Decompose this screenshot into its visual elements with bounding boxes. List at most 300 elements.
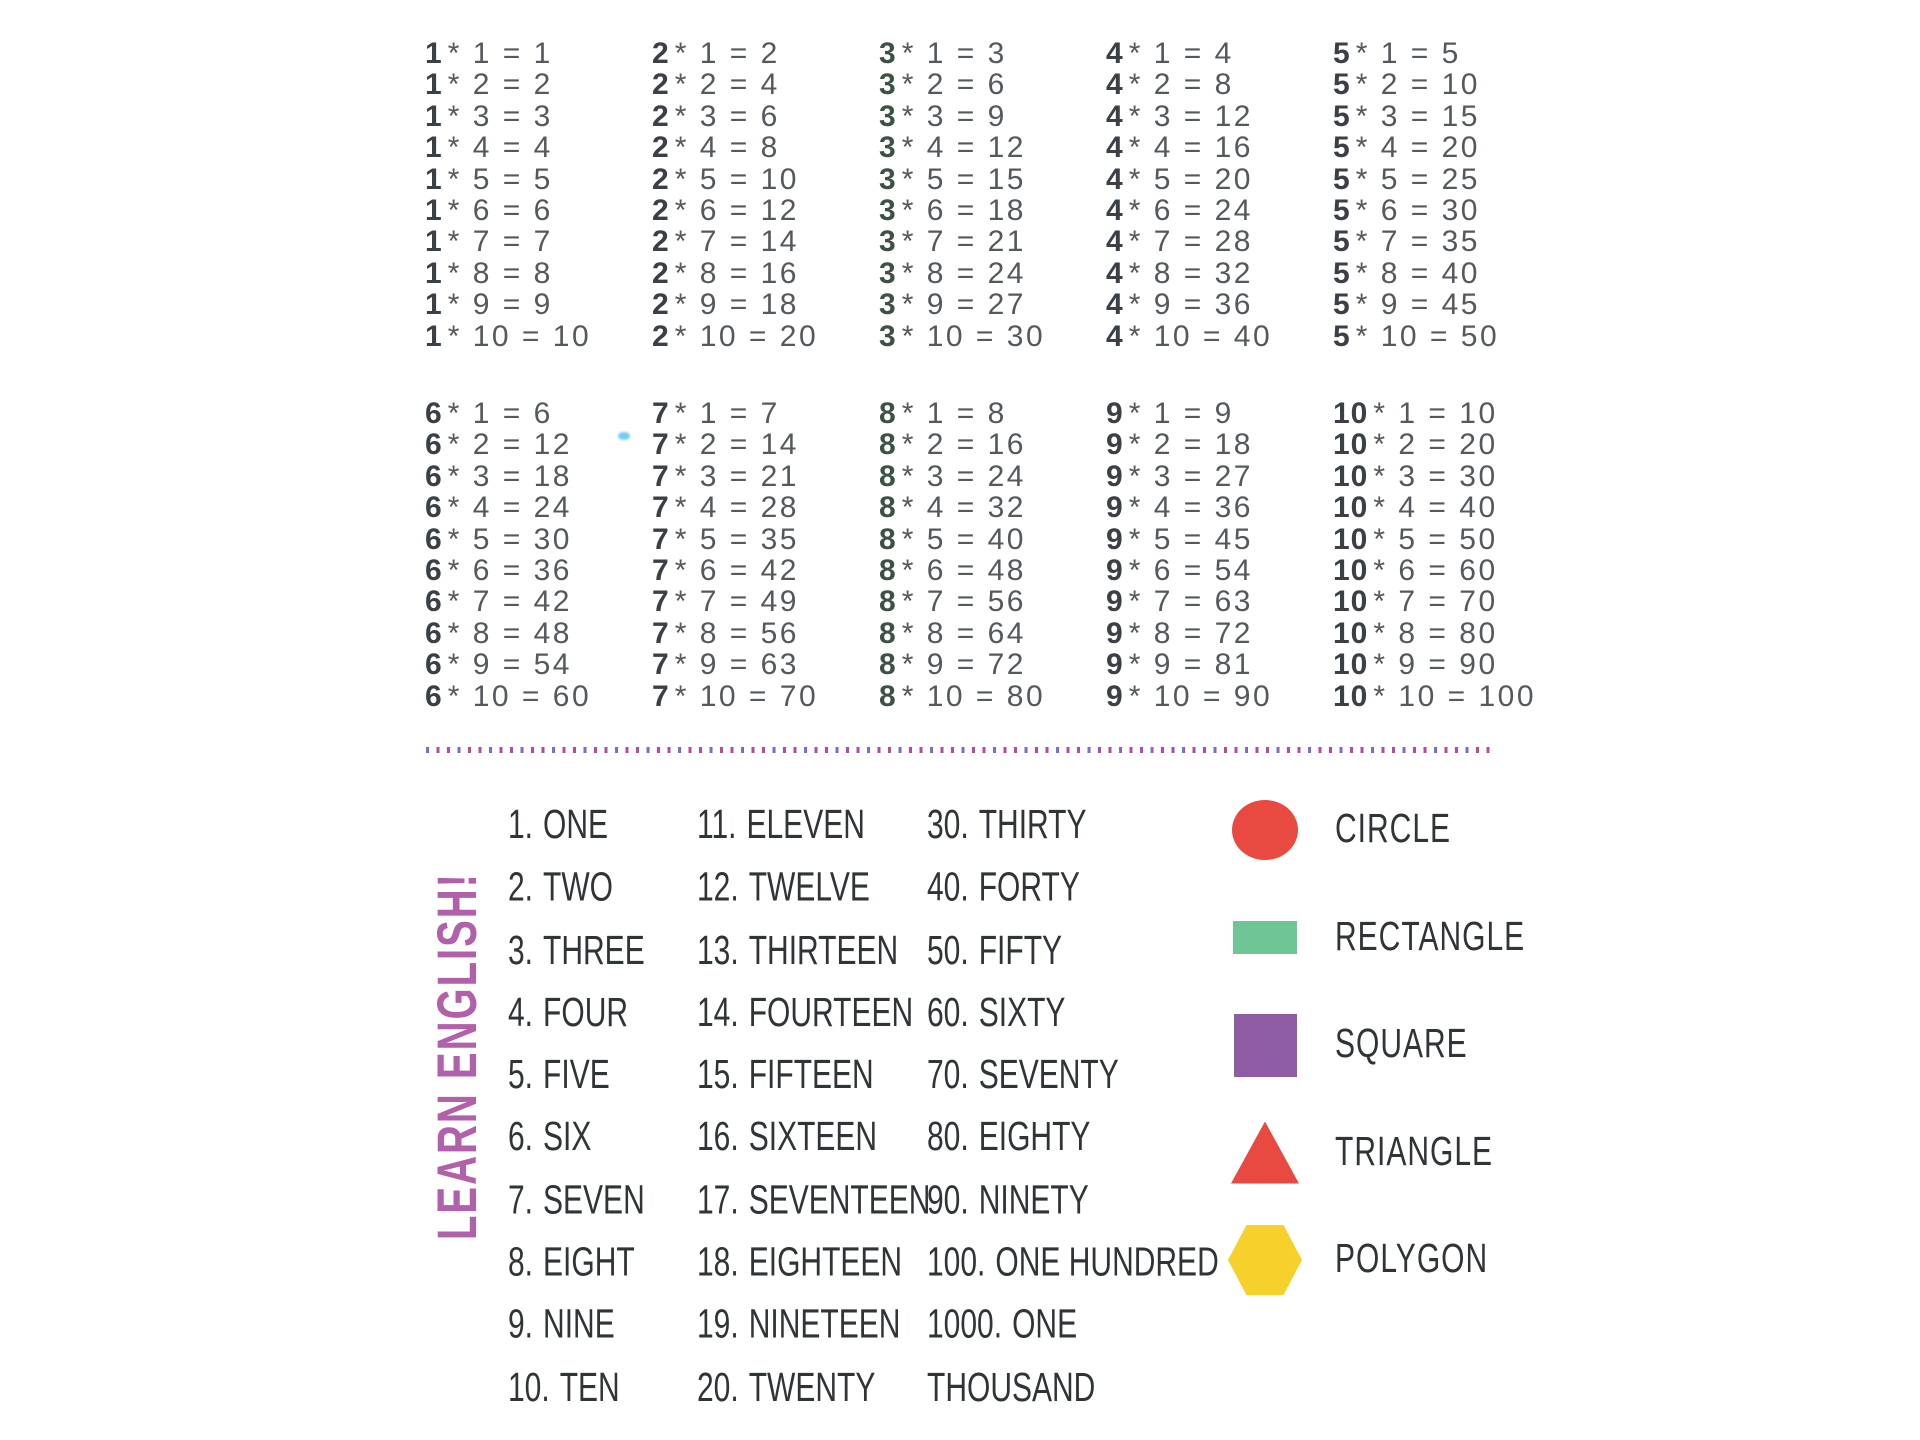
equation-body: * 5 = 40 xyxy=(901,522,1026,556)
equation-body: * 3 = 3 xyxy=(447,99,553,133)
equation-body: * 10 = 80 xyxy=(901,679,1046,713)
equation-lead-number: 9 xyxy=(1106,459,1124,493)
equation-body: * 9 = 63 xyxy=(674,648,799,682)
number-word-item xyxy=(508,1295,693,1358)
number-word-item xyxy=(508,1358,693,1421)
equation xyxy=(652,649,879,680)
equation-lead-number: 2 xyxy=(652,225,670,259)
item-word: THIRTY xyxy=(978,803,1087,848)
equation xyxy=(879,524,1106,555)
equation xyxy=(1333,649,1560,680)
equation-body: * 5 = 25 xyxy=(1355,162,1480,196)
equation xyxy=(425,38,652,69)
equation xyxy=(1106,681,1333,712)
equation xyxy=(879,461,1106,492)
equation-lead-number: 4 xyxy=(1106,162,1124,196)
equation-lead-number: 6 xyxy=(425,491,443,525)
shape-row-rectangle xyxy=(1228,902,1525,974)
item-number: 13. xyxy=(697,928,739,973)
equation-lead-number: 9 xyxy=(1106,554,1124,588)
item-word: EIGHTEEN xyxy=(748,1240,903,1286)
equation-body: * 1 = 7 xyxy=(674,397,780,430)
item-number: 15. xyxy=(697,1053,739,1098)
equation xyxy=(652,429,879,460)
equation-lead-number: 9 xyxy=(1106,648,1124,682)
equation-body: * 4 = 16 xyxy=(1128,131,1253,165)
equation-body: * 10 = 60 xyxy=(447,679,592,713)
number-word-item xyxy=(697,1295,925,1358)
equation-body: * 8 = 32 xyxy=(1128,256,1253,290)
equation xyxy=(1333,38,1560,69)
item-number: 10. xyxy=(508,1365,550,1411)
equation xyxy=(652,398,879,429)
equation-lead-number: 6 xyxy=(425,397,443,430)
item-number: 70. xyxy=(927,1053,969,1098)
circle-swatch xyxy=(1228,800,1302,860)
equation-lead-number: 5 xyxy=(1333,162,1351,196)
equation-lead-number: 3 xyxy=(879,131,897,165)
equation-body: * 7 = 35 xyxy=(1355,225,1480,259)
equation-lead-number: 1 xyxy=(425,99,443,133)
item-word: THOUSAND xyxy=(927,1365,1096,1411)
equation-body: * 9 = 9 xyxy=(447,288,553,322)
equation-body: * 4 = 8 xyxy=(674,131,780,165)
equation xyxy=(879,164,1106,195)
equation-body: * 9 = 90 xyxy=(1373,648,1498,682)
equation xyxy=(425,649,652,680)
equation xyxy=(652,226,879,257)
times-table-10 xyxy=(1333,398,1560,712)
number-word-item xyxy=(927,1358,1232,1421)
shape-label: TRIANGLE xyxy=(1335,1129,1494,1175)
equation-lead-number: 7 xyxy=(652,491,670,525)
equation-lead-number: 3 xyxy=(879,225,897,259)
item-word: FORTY xyxy=(978,865,1080,911)
equation xyxy=(1333,69,1560,100)
equation-lead-number: 2 xyxy=(652,194,670,228)
number-word-item xyxy=(697,983,925,1046)
equation xyxy=(1333,492,1560,523)
equation xyxy=(425,164,652,195)
equation-lead-number: 3 xyxy=(879,194,897,228)
equation xyxy=(425,555,652,586)
numbers-list-1-10 xyxy=(508,795,693,1420)
equation-lead-number: 6 xyxy=(425,585,443,619)
equation xyxy=(879,101,1106,132)
equation xyxy=(1333,289,1560,320)
equation-lead-number: 3 xyxy=(879,37,897,70)
item-word: SEVEN xyxy=(543,1178,645,1223)
equation-body: * 10 = 10 xyxy=(447,319,592,353)
equation-body: * 5 = 5 xyxy=(447,162,553,196)
equation-lead-number: 8 xyxy=(879,491,897,525)
number-word-item xyxy=(508,1233,693,1296)
equation-lead-number: 5 xyxy=(1333,99,1351,133)
equation-lead-number: 2 xyxy=(652,256,670,290)
times-table-5 xyxy=(1333,38,1560,352)
number-word-item xyxy=(697,920,925,983)
equation-body: * 6 = 6 xyxy=(447,194,553,228)
equation-lead-number: 4 xyxy=(1106,37,1124,70)
equation-lead-number: 8 xyxy=(879,459,897,493)
equation-lead-number: 7 xyxy=(652,585,670,619)
equation-lead-number: 9 xyxy=(1106,679,1124,713)
equation xyxy=(879,429,1106,460)
equation-body: * 9 = 36 xyxy=(1128,288,1253,322)
equation xyxy=(652,195,879,226)
equation-body: * 8 = 16 xyxy=(674,256,799,290)
equation-lead-number: 6 xyxy=(425,459,443,493)
item-number: 90. xyxy=(927,1178,969,1223)
item-word: FOUR xyxy=(543,990,629,1036)
equation-lead-number: 3 xyxy=(879,68,897,102)
equation-lead-number: 9 xyxy=(1106,428,1124,462)
equation xyxy=(1106,618,1333,649)
equation-lead-number: 10 xyxy=(1333,585,1369,619)
equation xyxy=(879,398,1106,429)
equation-lead-number: 10 xyxy=(1333,428,1369,462)
equation-body: * 5 = 10 xyxy=(674,162,799,196)
equation-body: * 4 = 28 xyxy=(674,491,799,525)
equation xyxy=(1106,398,1333,429)
item-number: 9. xyxy=(508,1303,534,1348)
equation-lead-number: 7 xyxy=(652,616,670,650)
equation-body: * 10 = 90 xyxy=(1128,679,1273,713)
equation xyxy=(425,101,652,132)
equation xyxy=(425,398,652,429)
equation-lead-number: 2 xyxy=(652,288,670,322)
equation-lead-number: 1 xyxy=(425,194,443,228)
equation-body: * 4 = 40 xyxy=(1373,491,1498,525)
equation xyxy=(652,69,879,100)
equation-lead-number: 8 xyxy=(879,616,897,650)
equation-body: * 10 = 40 xyxy=(1128,319,1273,353)
equation-lead-number: 5 xyxy=(1333,37,1351,70)
equation xyxy=(1106,321,1333,352)
equation-body: * 3 = 27 xyxy=(1128,459,1253,493)
equation-lead-number: 10 xyxy=(1333,491,1369,525)
item-word: ONE xyxy=(543,803,609,848)
polygon-swatch xyxy=(1228,1225,1302,1295)
number-word-item xyxy=(927,858,1232,921)
item-number: 14. xyxy=(697,990,739,1036)
number-word-item xyxy=(508,1108,693,1171)
equation xyxy=(1106,289,1333,320)
item-word: SEVENTEEN xyxy=(748,1178,931,1223)
number-word-item xyxy=(508,795,693,858)
equation xyxy=(879,321,1106,352)
number-word-item xyxy=(697,1358,925,1421)
equation xyxy=(652,555,879,586)
equation-lead-number: 6 xyxy=(425,648,443,682)
equation xyxy=(1106,132,1333,163)
equation-body: * 1 = 3 xyxy=(901,37,1007,70)
equation-body: * 1 = 6 xyxy=(447,397,553,430)
equation xyxy=(1333,681,1560,712)
item-word: THREE xyxy=(543,928,645,973)
equation xyxy=(652,492,879,523)
equation-body: * 8 = 72 xyxy=(1128,616,1253,650)
shape-row-polygon xyxy=(1228,1224,1488,1296)
equation-body: * 1 = 8 xyxy=(901,397,1007,430)
equation-lead-number: 7 xyxy=(652,648,670,682)
equation xyxy=(1333,429,1560,460)
equation-lead-number: 4 xyxy=(1106,319,1124,353)
equation-body: * 10 = 20 xyxy=(674,319,819,353)
equation-body: * 6 = 18 xyxy=(901,194,1026,228)
numbers-list-30-1000 xyxy=(927,795,1232,1420)
equation xyxy=(1333,524,1560,555)
equation-body: * 7 = 42 xyxy=(447,585,572,619)
number-word-item xyxy=(927,983,1232,1046)
item-word: NINETY xyxy=(978,1178,1089,1223)
item-number: 16. xyxy=(697,1115,739,1161)
equation-body: * 9 = 54 xyxy=(447,648,572,682)
equation-body: * 8 = 8 xyxy=(447,256,553,290)
equation-body: * 7 = 28 xyxy=(1128,225,1253,259)
equation-lead-number: 8 xyxy=(879,679,897,713)
item-word: ELEVEN xyxy=(746,803,865,848)
equation xyxy=(1333,101,1560,132)
equation-body: * 3 = 18 xyxy=(447,459,572,493)
equation xyxy=(1106,492,1333,523)
equation xyxy=(425,69,652,100)
equation xyxy=(652,38,879,69)
item-word: NINETEEN xyxy=(748,1303,901,1348)
equation xyxy=(1106,429,1333,460)
equation-lead-number: 7 xyxy=(652,428,670,462)
triangle-icon xyxy=(1231,1122,1299,1184)
equation-lead-number: 8 xyxy=(879,522,897,556)
number-word-item xyxy=(508,858,693,921)
item-number: 60. xyxy=(927,990,969,1036)
equation xyxy=(879,195,1106,226)
equation-body: * 7 = 56 xyxy=(901,585,1026,619)
equation-body: * 4 = 36 xyxy=(1128,491,1253,525)
item-number: 11. xyxy=(697,803,737,848)
item-number: 50. xyxy=(927,928,969,973)
shape-label: SQUARE xyxy=(1335,1022,1468,1067)
equation-lead-number: 2 xyxy=(652,37,670,70)
equation-body: * 1 = 5 xyxy=(1355,37,1461,70)
equation-body: * 10 = 30 xyxy=(901,319,1046,353)
equation xyxy=(1106,586,1333,617)
equation-lead-number: 2 xyxy=(652,68,670,102)
equation xyxy=(879,555,1106,586)
item-number: 100. xyxy=(927,1240,986,1286)
equation-body: * 9 = 45 xyxy=(1355,288,1480,322)
equation-lead-number: 8 xyxy=(879,585,897,619)
equation-body: * 6 = 36 xyxy=(447,554,572,588)
equation-body: * 9 = 18 xyxy=(674,288,799,322)
equation-body: * 2 = 6 xyxy=(901,68,1007,102)
equation-body: * 10 = 100 xyxy=(1373,679,1536,713)
number-word-item xyxy=(927,795,1232,858)
times-table-7 xyxy=(652,398,879,712)
times-table-6 xyxy=(425,398,652,712)
number-word-item xyxy=(697,1233,925,1296)
equation-body: * 2 = 4 xyxy=(674,68,780,102)
equation xyxy=(1333,164,1560,195)
item-number: 8. xyxy=(508,1240,534,1286)
equation-body: * 7 = 63 xyxy=(1128,585,1253,619)
shape-label: CIRCLE xyxy=(1335,807,1452,852)
number-word-item xyxy=(697,1108,925,1171)
multiplication-tables-1-5 xyxy=(425,38,1560,352)
equation-lead-number: 10 xyxy=(1333,397,1369,430)
equation xyxy=(652,586,879,617)
equation-body: * 3 = 24 xyxy=(901,459,1026,493)
equation-body: * 8 = 64 xyxy=(901,616,1026,650)
equation-body: * 4 = 32 xyxy=(901,491,1026,525)
equation xyxy=(1106,649,1333,680)
times-table-8 xyxy=(879,398,1106,712)
item-number: 40. xyxy=(927,865,969,911)
equation-body: * 2 = 2 xyxy=(447,68,553,102)
equation-body: * 2 = 18 xyxy=(1128,428,1253,462)
equation-body: * 1 = 1 xyxy=(447,37,553,70)
polygon-icon xyxy=(1228,1225,1302,1295)
equation xyxy=(1333,461,1560,492)
times-table-1 xyxy=(425,38,652,352)
equation-lead-number: 7 xyxy=(652,522,670,556)
equation xyxy=(879,258,1106,289)
equation xyxy=(1333,555,1560,586)
square-swatch xyxy=(1228,1014,1302,1077)
equation-lead-number: 8 xyxy=(879,397,897,430)
equation-body: * 4 = 4 xyxy=(447,131,553,165)
item-word: SEVENTY xyxy=(978,1053,1119,1098)
equation-lead-number: 1 xyxy=(425,319,443,353)
item-number: 7. xyxy=(508,1178,534,1223)
equation-body: * 4 = 24 xyxy=(447,491,572,525)
equation-body: * 6 = 60 xyxy=(1373,554,1498,588)
equation xyxy=(652,461,879,492)
equation-lead-number: 4 xyxy=(1106,288,1124,322)
equation-lead-number: 10 xyxy=(1333,616,1369,650)
equation-lead-number: 3 xyxy=(879,288,897,322)
equation-body: * 8 = 48 xyxy=(447,616,572,650)
equation xyxy=(879,132,1106,163)
equation xyxy=(1106,38,1333,69)
scan-artifact-speck xyxy=(618,432,630,440)
equation xyxy=(425,524,652,555)
equation-lead-number: 9 xyxy=(1106,397,1124,430)
number-word-item xyxy=(697,795,925,858)
equation xyxy=(652,289,879,320)
equation-body: * 8 = 40 xyxy=(1355,256,1480,290)
equation-lead-number: 2 xyxy=(652,162,670,196)
equation-body: * 9 = 81 xyxy=(1128,648,1253,682)
equation-body: * 8 = 24 xyxy=(901,256,1026,290)
equation-body: * 3 = 12 xyxy=(1128,99,1253,133)
equation xyxy=(652,524,879,555)
equation-body: * 4 = 20 xyxy=(1355,131,1480,165)
equation xyxy=(1106,164,1333,195)
item-word: NINE xyxy=(543,1303,615,1348)
equation xyxy=(879,289,1106,320)
equation xyxy=(1106,524,1333,555)
equation-body: * 8 = 80 xyxy=(1373,616,1498,650)
equation-lead-number: 7 xyxy=(652,679,670,713)
equation xyxy=(652,321,879,352)
equation-body: * 2 = 8 xyxy=(1128,68,1234,102)
equation xyxy=(1333,226,1560,257)
equation-body: * 3 = 9 xyxy=(901,99,1007,133)
equation-lead-number: 10 xyxy=(1333,648,1369,682)
equation xyxy=(425,492,652,523)
equation-lead-number: 4 xyxy=(1106,194,1124,228)
equation xyxy=(425,618,652,649)
rectangle-icon xyxy=(1233,921,1297,954)
item-word: THIRTEEN xyxy=(748,928,899,973)
equation xyxy=(425,681,652,712)
item-number: 12. xyxy=(697,865,739,911)
circle-icon xyxy=(1232,800,1298,860)
equation xyxy=(425,226,652,257)
shape-row-triangle xyxy=(1228,1117,1493,1189)
equation-lead-number: 6 xyxy=(425,679,443,713)
equation-lead-number: 6 xyxy=(425,522,443,556)
equation-body: * 7 = 14 xyxy=(674,225,799,259)
item-number: 3. xyxy=(508,928,534,973)
equation-lead-number: 9 xyxy=(1106,616,1124,650)
item-number: 80. xyxy=(927,1115,969,1161)
equation-body: * 2 = 12 xyxy=(447,428,572,462)
equation-lead-number: 3 xyxy=(879,162,897,196)
equation xyxy=(879,69,1106,100)
number-word-item xyxy=(508,1045,693,1108)
number-word-item xyxy=(697,1170,931,1233)
equation-lead-number: 5 xyxy=(1333,68,1351,102)
number-word-item xyxy=(697,858,925,921)
equation xyxy=(1106,195,1333,226)
equation xyxy=(652,101,879,132)
number-word-item xyxy=(697,1045,925,1108)
number-word-item xyxy=(508,920,693,983)
equation-lead-number: 2 xyxy=(652,319,670,353)
item-word: TWO xyxy=(543,865,614,911)
item-number: 20. xyxy=(697,1365,739,1411)
item-number: 6. xyxy=(508,1115,534,1161)
equation xyxy=(652,258,879,289)
item-number: 1. xyxy=(508,803,534,848)
equation-body: * 1 = 9 xyxy=(1128,397,1234,430)
equation-body: * 2 = 14 xyxy=(674,428,799,462)
equation-lead-number: 9 xyxy=(1106,585,1124,619)
equation-body: * 5 = 50 xyxy=(1373,522,1498,556)
equation-lead-number: 4 xyxy=(1106,131,1124,165)
equation-lead-number: 10 xyxy=(1333,459,1369,493)
equation-lead-number: 10 xyxy=(1333,554,1369,588)
equation-lead-number: 1 xyxy=(425,288,443,322)
equation-body: * 2 = 16 xyxy=(901,428,1026,462)
equation xyxy=(652,618,879,649)
equation-lead-number: 1 xyxy=(425,131,443,165)
equation-body: * 1 = 2 xyxy=(674,37,780,70)
item-word: FOURTEEN xyxy=(748,990,914,1036)
equation-lead-number: 2 xyxy=(652,131,670,165)
equation-body: * 10 = 50 xyxy=(1355,319,1500,353)
times-table-2 xyxy=(652,38,879,352)
equation-lead-number: 4 xyxy=(1106,225,1124,259)
equation-body: * 5 = 30 xyxy=(447,522,572,556)
equation-body: * 9 = 72 xyxy=(901,648,1026,682)
item-number: 18. xyxy=(697,1240,739,1286)
equation xyxy=(1333,618,1560,649)
number-word-item xyxy=(927,1108,1232,1171)
equation-lead-number: 4 xyxy=(1106,256,1124,290)
